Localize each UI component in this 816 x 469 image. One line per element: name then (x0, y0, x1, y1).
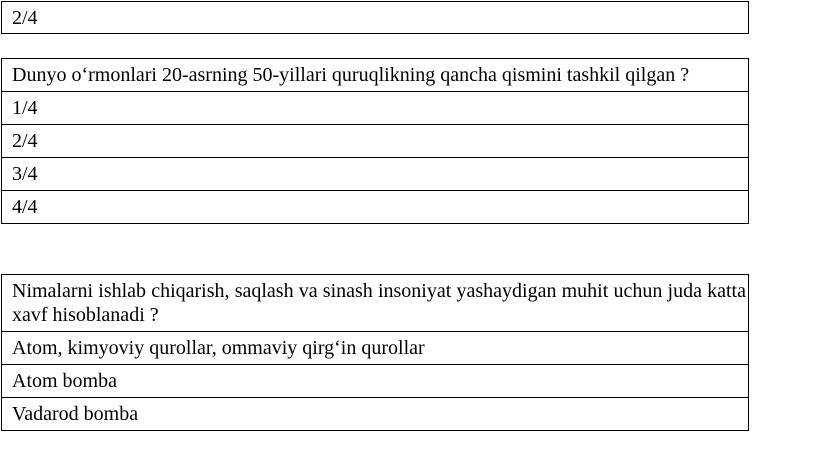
option-text: Vadarod bomba (2, 398, 749, 431)
option-row (2, 332, 749, 365)
question-table-weapons (1, 274, 749, 431)
option-row (2, 2, 749, 34)
option-text: 1/4 (2, 92, 749, 125)
option-text: Atom, kimyoviy qurollar, ommaviy qirg‘in qurollar (2, 332, 749, 365)
option-row (2, 125, 749, 158)
question-text: Nimalarni ishlab chiqarish, saqlash va sinash insoniyat yashaydigan muhit uchun juda katta xavf hisoblanadi ? (2, 275, 749, 332)
option-row (2, 158, 749, 191)
question-row (2, 275, 749, 332)
option-row (2, 191, 749, 224)
option-text: 2/4 (2, 2, 749, 34)
question-table-previous (1, 1, 749, 34)
question-row (2, 59, 749, 92)
option-row (2, 365, 749, 398)
option-row (2, 398, 749, 431)
option-text: 2/4 (2, 125, 749, 158)
option-text: 3/4 (2, 158, 749, 191)
question-table-forests (1, 58, 749, 224)
question-text: Dunyo o‘rmonlari 20-asrning 50-yillari quruqlikning qancha qismini tashkil qilgan ? (2, 59, 749, 92)
option-text: Atom bomba (2, 365, 749, 398)
option-text: 4/4 (2, 191, 749, 224)
option-row (2, 92, 749, 125)
